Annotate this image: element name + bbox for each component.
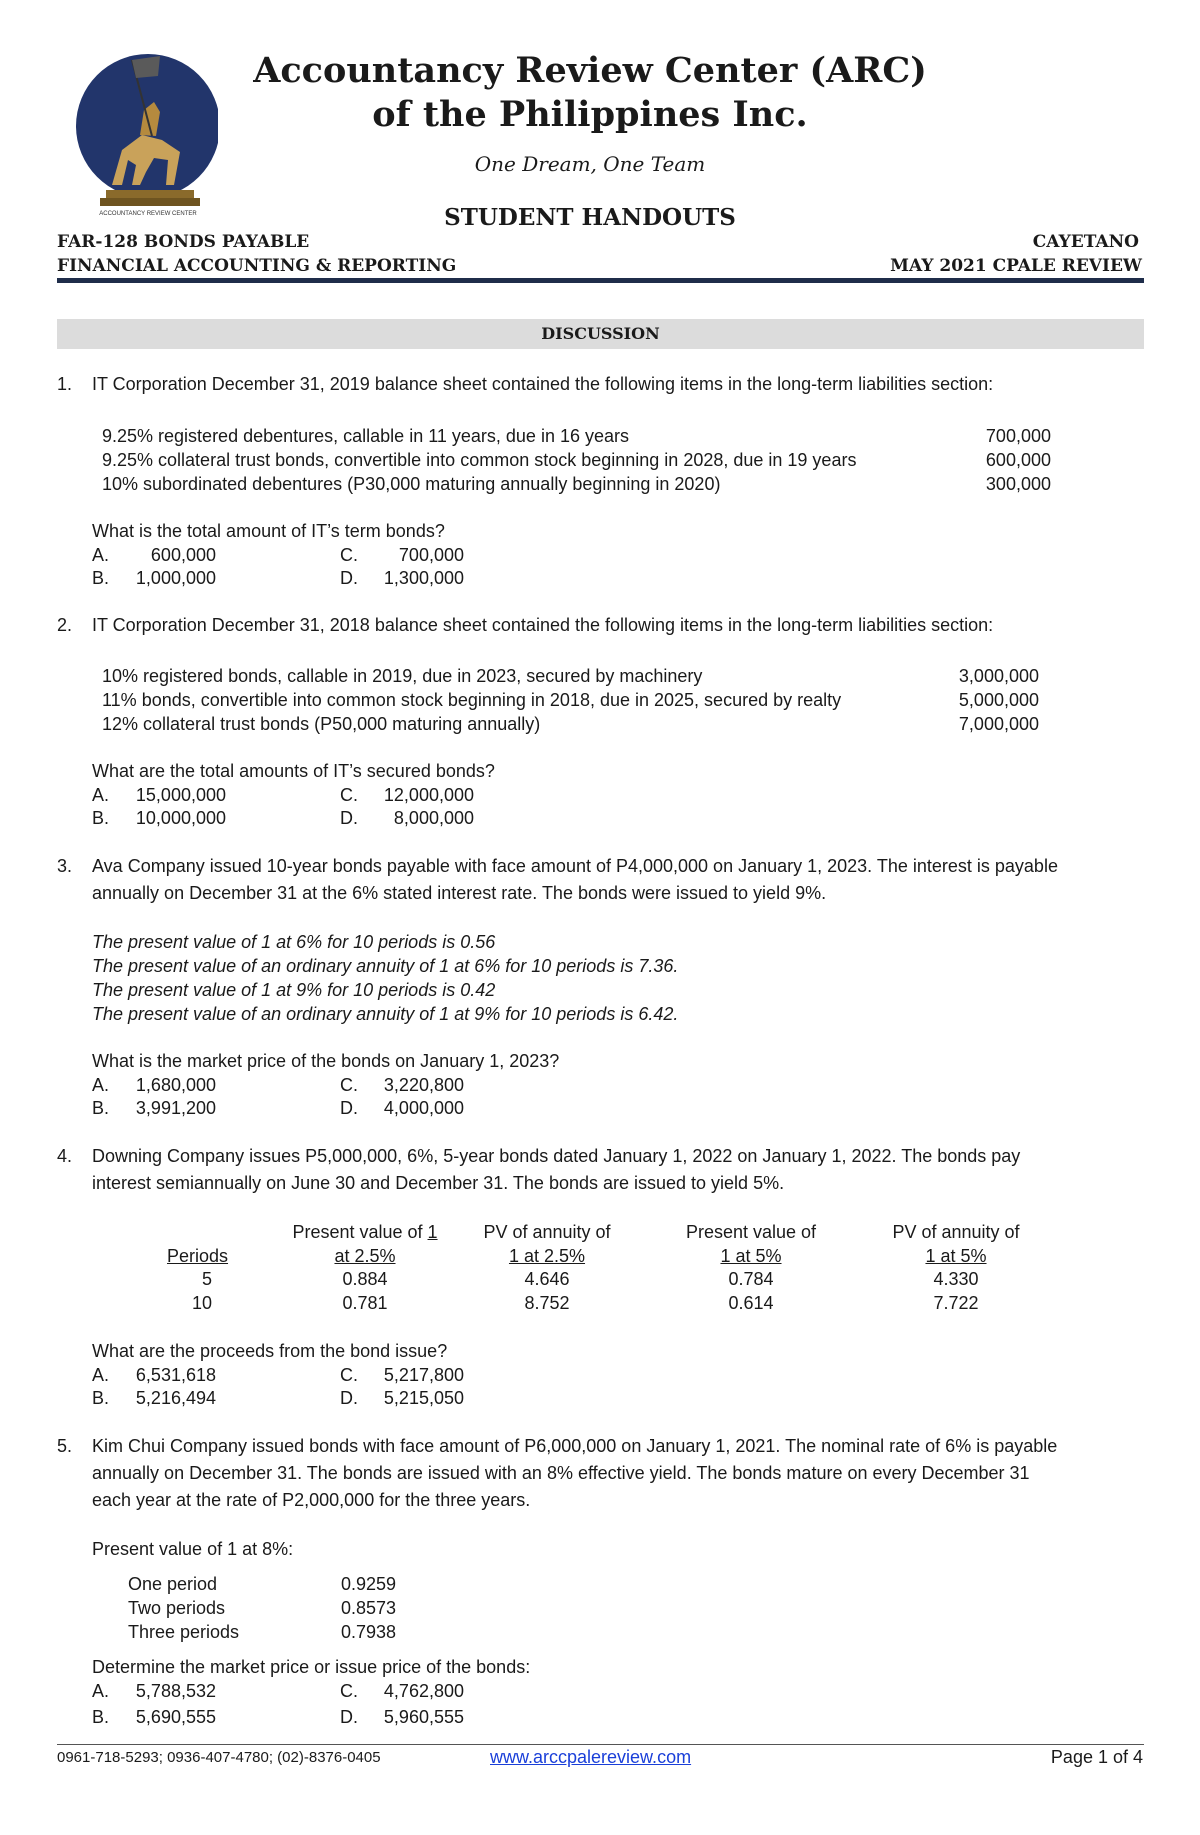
- q5-pv-label: Two periods: [128, 1598, 226, 1618]
- q5-choice-a-letter: A.: [92, 1681, 110, 1701]
- q5-pv-value: 0.9259: [341, 1574, 397, 1594]
- q5-pv-value: 0.8573: [341, 1598, 397, 1618]
- q2-item-label: 12% collateral trust bonds (P50,000 maturing annually): [102, 714, 541, 734]
- q4-stem-line2: interest semiannually on June 30 and December 31. The bonds are issued to yield 5%.: [92, 1173, 785, 1193]
- q2-item-amount: 5,000,000: [958, 690, 1039, 710]
- pv-table-cell: 0.614: [728, 1293, 774, 1313]
- svg-text:ACCOUNTANCY REVIEW CENTER: ACCOUNTANCY REVIEW CENTER: [99, 211, 197, 217]
- q2-item-amount: 3,000,000: [958, 666, 1039, 686]
- q1-number: 1.: [57, 374, 73, 394]
- q5-pv-title: Present value of 1 at 8%:: [92, 1539, 294, 1559]
- doc-type: STUDENT HANDOUTS: [444, 204, 736, 231]
- q1-item-amount: 600,000: [985, 450, 1051, 470]
- pv-table-header: Present value of 1: [292, 1222, 438, 1242]
- q1-choice-c: 700,000: [398, 545, 464, 565]
- q1-choice-d-letter: D.: [340, 568, 358, 588]
- q2-choice-c-letter: C.: [340, 785, 358, 805]
- q1-item-amount: 700,000: [985, 426, 1051, 446]
- q3-factor: The present value of 1 at 6% for 10 periods is 0.56: [92, 932, 496, 952]
- q2-choice-d-letter: D.: [340, 808, 358, 828]
- pv-table-cell: 7.722: [933, 1293, 979, 1313]
- q2-stem: IT Corporation December 31, 2018 balance sheet contained the following items in the long-term liabilities section:: [92, 615, 994, 635]
- pv-table-header: at 2.5%: [334, 1246, 396, 1266]
- pv-table-cell: 5: [201, 1269, 212, 1289]
- q2-choice-c: 12,000,000: [383, 785, 474, 805]
- q4-choice-b: 5,216,494: [135, 1388, 216, 1408]
- q4-choice-c-letter: C.: [340, 1365, 358, 1385]
- header-rule: [57, 278, 1144, 283]
- pv-table-cell: 0.884: [342, 1269, 388, 1289]
- q5-question: Determine the market price or issue price of the bonds:: [92, 1657, 531, 1677]
- q5-choice-c: 4,762,800: [383, 1681, 464, 1701]
- q5-choice-d-letter: D.: [340, 1707, 358, 1727]
- q3-number: 3.: [57, 856, 73, 876]
- q5-choice-b-letter: B.: [92, 1707, 110, 1727]
- q1-choice-b-letter: B.: [92, 568, 110, 588]
- pv-table-cell: 0.781: [342, 1293, 388, 1313]
- pv-table-cell: 4.330: [933, 1269, 979, 1289]
- footer-page-number: Page 1 of 4: [1050, 1747, 1143, 1767]
- pv-table-header: 1 at 5%: [925, 1246, 987, 1266]
- q5-stem-line1: Kim Chui Company issued bonds with face amount of P6,000,000 on January 1, 2021. The nominal rate of 6% is payable: [92, 1436, 1058, 1456]
- q2-item-label: 11% bonds, convertible into common stock beginning in 2018, due in 2025, secured by realty: [102, 690, 842, 710]
- q2-choice-a: 15,000,000: [135, 785, 226, 805]
- pv-table-header-periods: Periods: [167, 1246, 229, 1266]
- q4-choice-c: 5,217,800: [383, 1365, 464, 1385]
- q4-choice-b-letter: B.: [92, 1388, 110, 1408]
- q2-item-label: 10% registered bonds, callable in 2019, due in 2023, secured by machinery: [102, 666, 703, 686]
- q5-choice-b: 5,690,555: [135, 1707, 216, 1727]
- q2-number: 2.: [57, 615, 73, 635]
- org-title-line2: of the Philippines Inc.: [372, 94, 808, 135]
- q4-choice-a: 6,531,618: [135, 1365, 216, 1385]
- course-code: FAR-128 BONDS PAYABLE: [57, 232, 310, 252]
- q4-question: What are the proceeds from the bond issue?: [92, 1341, 448, 1361]
- q1-stem: IT Corporation December 31, 2019 balance sheet contained the following items in the long-term liabilities section:: [92, 374, 994, 394]
- q5-choice-a: 5,788,532: [135, 1681, 216, 1701]
- q1-choice-a: 600,000: [150, 545, 216, 565]
- q5-pv-label: One period: [128, 1574, 218, 1594]
- q2-choice-d: 8,000,000: [393, 808, 474, 828]
- footer-phones: 0961-718-5293; 0936-407-4780; (02)-8376-0405: [57, 1749, 381, 1766]
- section-title: DISCUSSION: [57, 319, 1144, 349]
- q3-choice-d-letter: D.: [340, 1098, 358, 1118]
- q3-factor: The present value of an ordinary annuity of 1 at 6% for 10 periods is 7.36.: [92, 956, 679, 976]
- q5-choice-d: 5,960,555: [383, 1707, 464, 1727]
- q3-choice-a-letter: A.: [92, 1075, 110, 1095]
- org-title-line1: Accountancy Review Center (ARC): [253, 50, 927, 91]
- q3-choice-b-letter: B.: [92, 1098, 110, 1118]
- pv-table-cell: 10: [191, 1293, 212, 1313]
- q1-item-amount: 300,000: [985, 474, 1051, 494]
- pv-table-header: PV of annuity of: [483, 1222, 611, 1242]
- q5-stem-line2: annually on December 31. The bonds are issued with an 8% effective yield. The bonds mature on every December 31: [92, 1463, 1030, 1483]
- q3-factor: The present value of 1 at 9% for 10 periods is 0.42: [92, 980, 496, 1000]
- q3-choice-c-letter: C.: [340, 1075, 358, 1095]
- q5-choice-c-letter: C.: [340, 1681, 358, 1701]
- footer-rule: [57, 1744, 1144, 1745]
- course-subject: FINANCIAL ACCOUNTING & REPORTING: [57, 256, 457, 276]
- q1-question: What is the total amount of IT’s term bonds?: [92, 521, 445, 541]
- q3-question: What is the market price of the bonds on January 1, 2023?: [92, 1051, 560, 1071]
- footer-website-link[interactable]: www.arccpalereview.com: [490, 1747, 692, 1767]
- q1-item-label: 9.25% registered debentures, callable in 11 years, due in 16 years: [102, 426, 629, 446]
- pv-table-header: PV of annuity of: [892, 1222, 1020, 1242]
- q4-choice-d-letter: D.: [340, 1388, 358, 1408]
- arc-logo: [62, 40, 218, 218]
- q2-choice-b-letter: B.: [92, 808, 110, 828]
- q1-item-label: 9.25% collateral trust bonds, convertible into common stock beginning in 2028, due in 19 years: [102, 450, 857, 470]
- q4-choice-a-letter: A.: [92, 1365, 110, 1385]
- q2-choice-b: 10,000,000: [135, 808, 226, 828]
- q3-stem-line2: annually on December 31 at the 6% stated interest rate. The bonds were issued to yield 9%.: [92, 883, 827, 903]
- review-term: MAY 2021 CPALE REVIEW: [890, 256, 1142, 276]
- q4-stem-line1: Downing Company issues P5,000,000, 6%, 5-year bonds dated January 1, 2022 on January 1, 2022. The bonds pay: [92, 1146, 1021, 1166]
- q5-pv-value: 0.7938: [341, 1622, 397, 1642]
- q5-pv-label: Three periods: [128, 1622, 240, 1642]
- pv-table-header: Present value of: [685, 1222, 817, 1242]
- q1-choice-b: 1,000,000: [135, 568, 216, 588]
- q2-choice-a-letter: A.: [92, 785, 110, 805]
- q1-item-label: 10% subordinated debentures (P30,000 maturing annually beginning in 2020): [102, 474, 721, 494]
- q3-choice-a: 1,680,000: [135, 1075, 216, 1095]
- q2-item-amount: 7,000,000: [958, 714, 1039, 734]
- pv-table-cell: 8.752: [524, 1293, 570, 1313]
- q5-stem-line3: each year at the rate of P2,000,000 for the three years.: [92, 1490, 531, 1510]
- q1-choice-d: 1,300,000: [383, 568, 464, 588]
- q3-stem-line1: Ava Company issued 10-year bonds payable with face amount of P4,000,000 on January 1, 2023. The interest is payable: [92, 856, 1058, 876]
- q3-factor: The present value of an ordinary annuity of 1 at 9% for 10 periods is 6.42.: [92, 1004, 679, 1024]
- pv-table-cell: 0.784: [728, 1269, 774, 1289]
- q1-choice-c-letter: C.: [340, 545, 358, 565]
- q3-choice-c: 3,220,800: [383, 1075, 464, 1095]
- pv-table-cell: 4.646: [524, 1269, 570, 1289]
- pv-table-header: 1 at 2.5%: [508, 1246, 586, 1266]
- q3-choice-b: 3,991,200: [135, 1098, 216, 1118]
- q2-question: What are the total amounts of IT’s secured bonds?: [92, 761, 495, 781]
- q3-choice-d: 4,000,000: [383, 1098, 464, 1118]
- q1-choice-a-letter: A.: [92, 545, 110, 565]
- instructor: CAYETANO: [1032, 232, 1139, 252]
- pv-table-header: 1 at 5%: [720, 1246, 782, 1266]
- tagline: One Dream, One Team: [474, 152, 706, 176]
- q4-number: 4.: [57, 1146, 73, 1166]
- q4-choice-d: 5,215,050: [383, 1388, 464, 1408]
- q5-number: 5.: [57, 1436, 73, 1456]
